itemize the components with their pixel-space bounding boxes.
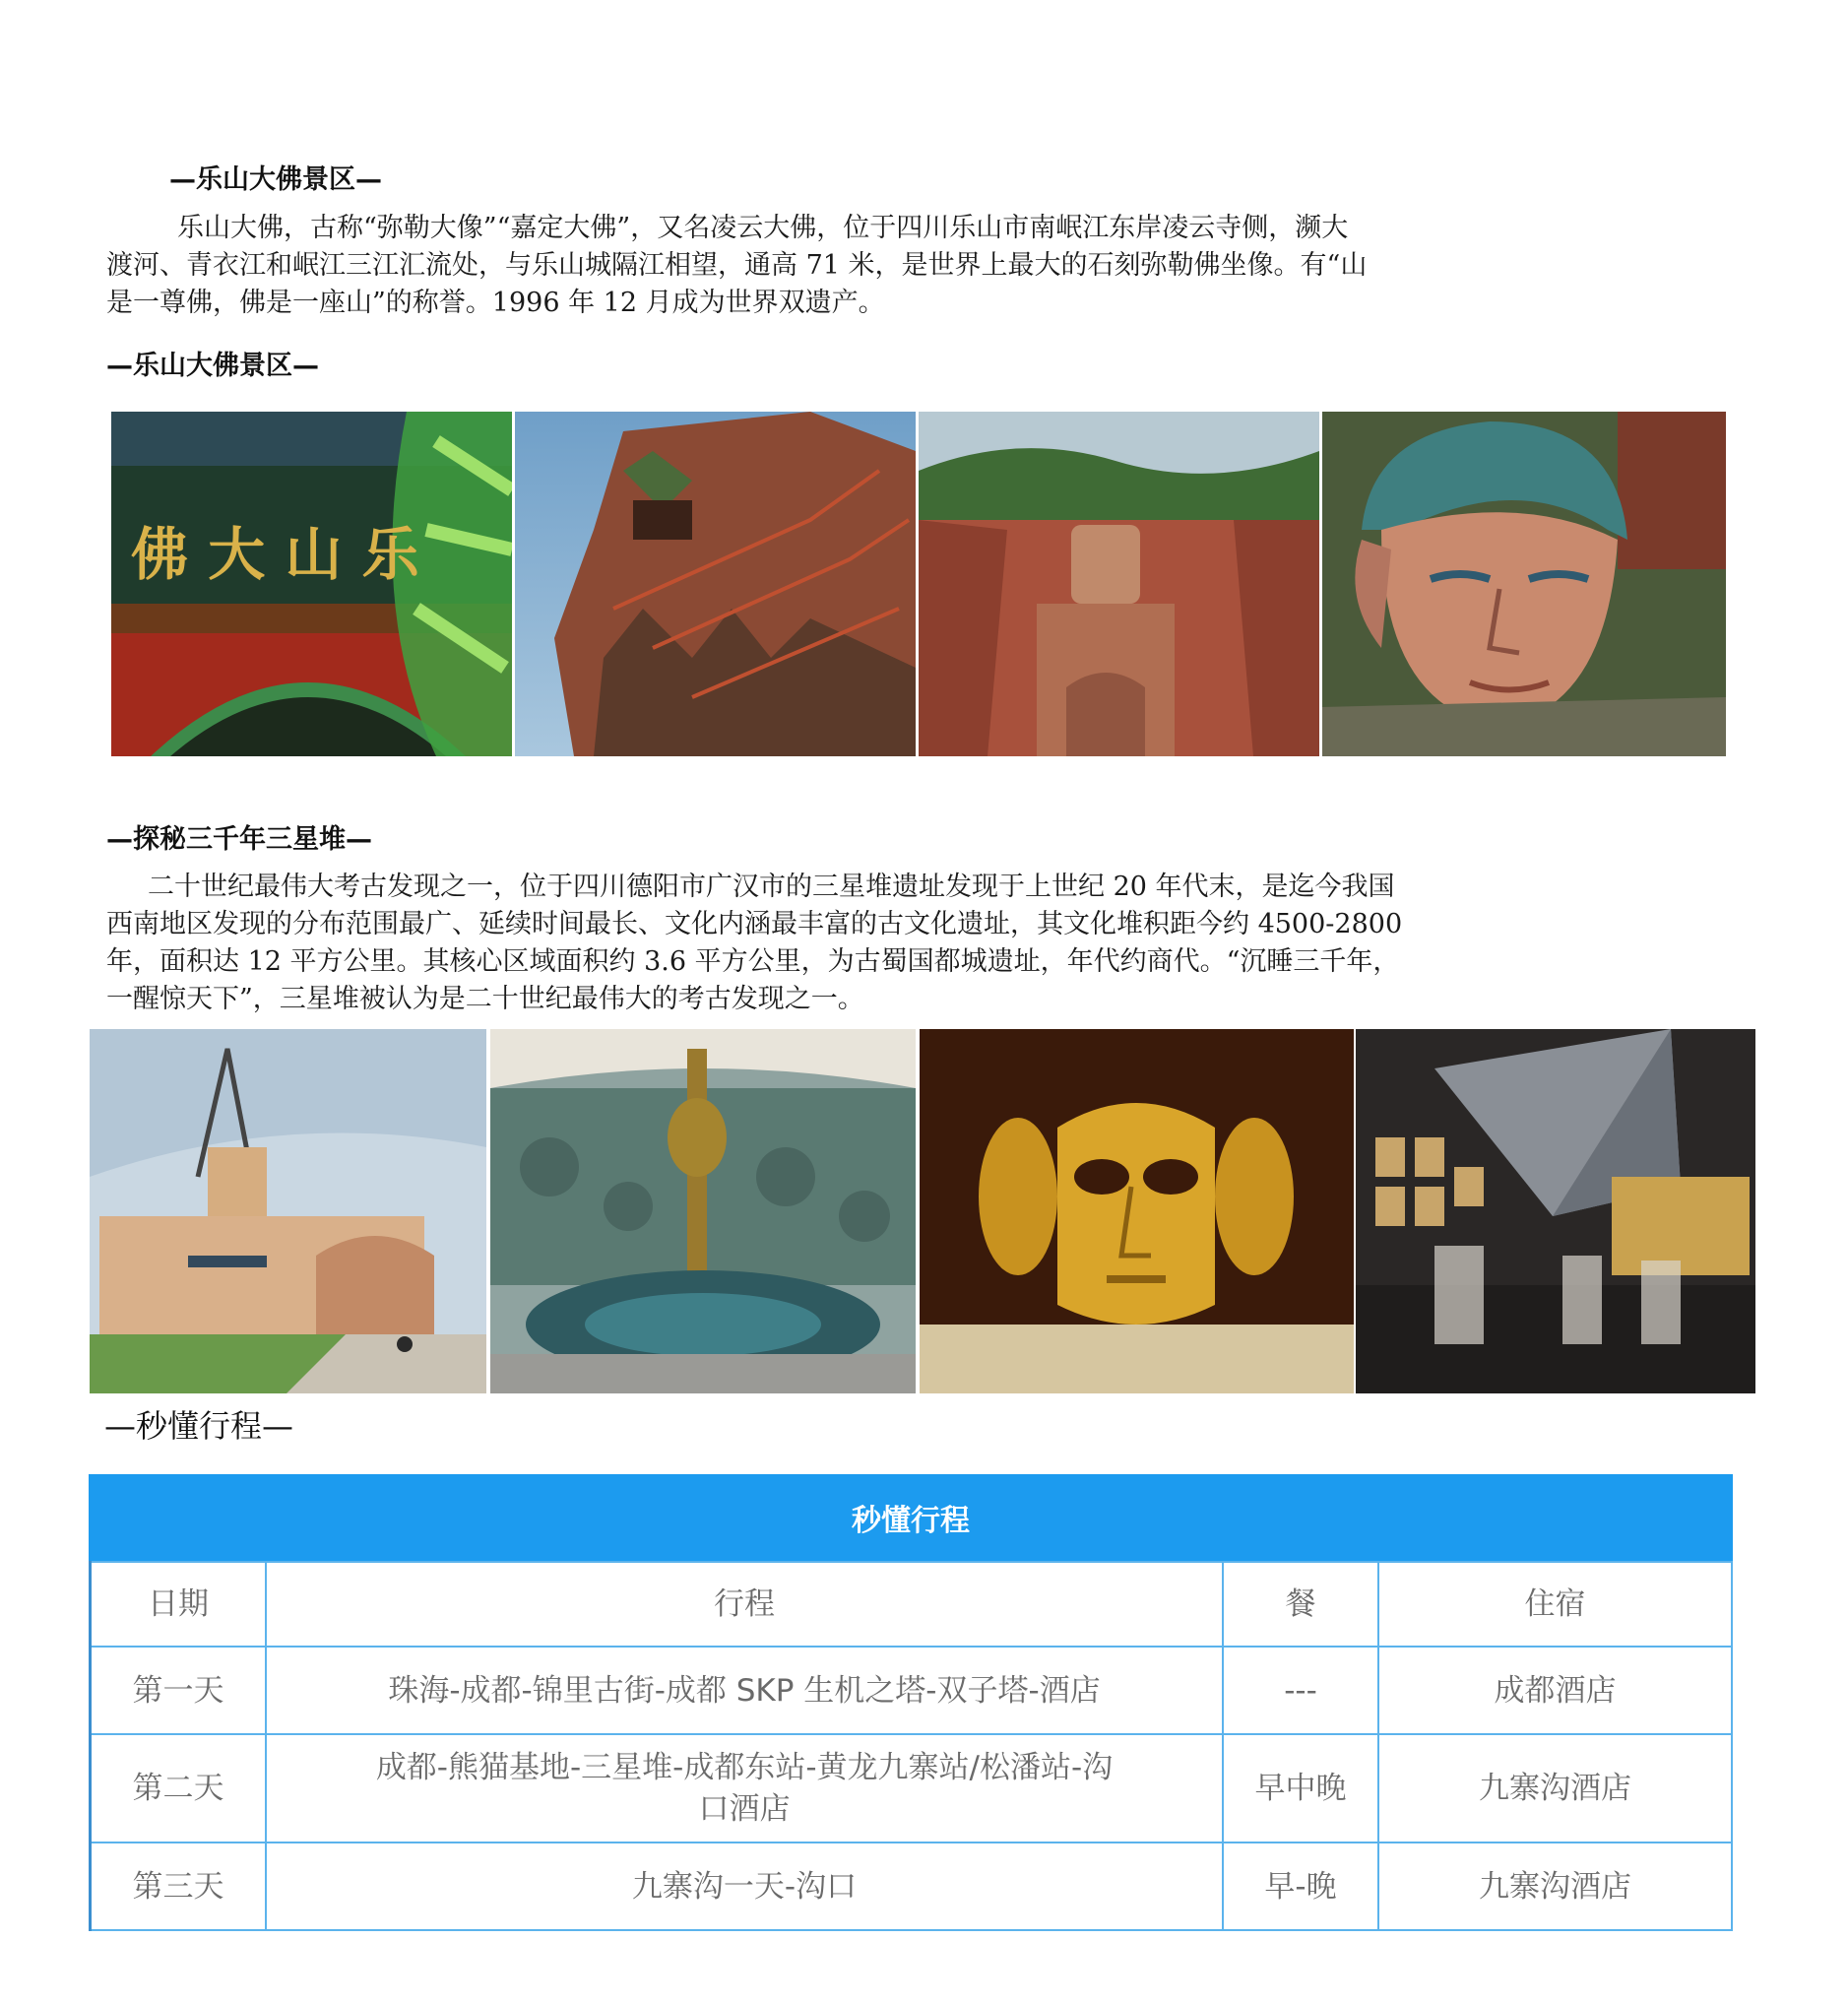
sanxingdui-paragraph-line: 一醒惊天下”，三星堆被认为是二十世纪最伟大的考古发现之一。 xyxy=(106,984,864,1014)
gate-sign-glyphs: 佛 大 山 乐 xyxy=(131,521,419,588)
leshan-paragraph-line: 乐山大佛，古称“弥勒大像”“嘉定大佛”，又名凌云大佛，位于四川乐山市南岷江东岸凌云寺侧，濒大 xyxy=(177,213,1349,243)
table-header-row xyxy=(91,1562,1733,1647)
column-header-meals: 餐 xyxy=(1223,1562,1378,1647)
itinerary-heading: —秒懂行程— xyxy=(104,1407,294,1445)
table-row xyxy=(91,1647,1733,1734)
day-cell: 第三天 xyxy=(91,1842,267,1930)
table-row xyxy=(91,1842,1733,1930)
sanxingdui-exhibition-hall-photo xyxy=(1356,1029,1755,1393)
day-cell: 第一天 xyxy=(91,1647,267,1734)
meals-cell: --- xyxy=(1223,1647,1378,1734)
column-header-hotel: 住宿 xyxy=(1378,1562,1732,1647)
sanxingdui-paragraph xyxy=(106,869,1743,1018)
sanxingdui-heading: —探秘三千年三星堆— xyxy=(106,824,372,855)
leshan-paragraph xyxy=(106,210,1743,322)
leshan-gate-sign-photo xyxy=(111,412,512,756)
sanxingdui-museum-building-photo xyxy=(90,1029,486,1393)
sanxingdui-paragraph-line: 西南地区发现的分布范围最广、延续时间最长、文化内涵最丰富的古文化遗址，其文化堆积距今约 4500-2800 xyxy=(106,909,1403,939)
leshan-giant-buddha-photo xyxy=(919,412,1319,756)
route-line: 成都-熊猫基地-三星堆-成都东站-黄龙九寨站/松潘站-沟 xyxy=(375,1750,1114,1785)
leshan-gallery-heading: —乐山大佛景区— xyxy=(106,351,319,381)
route-cell: 珠海-成都-锦里古街-成都 SKP 生机之塔-双子塔-酒店 xyxy=(266,1647,1223,1734)
sanxingdui-gold-mask-photo xyxy=(920,1029,1354,1393)
sanxingdui-paragraph-line: 二十世纪最伟大考古发现之一，位于四川德阳市广汉市的三星堆遗址发现于上世纪 20 年代末，是迄今我国 xyxy=(148,872,1395,902)
hotel-cell: 成都酒店 xyxy=(1378,1647,1732,1734)
column-header-date: 日期 xyxy=(91,1562,267,1647)
route-cell xyxy=(266,1734,1223,1842)
route-line: 口酒店 xyxy=(698,1791,791,1827)
table-row xyxy=(91,1734,1733,1842)
leshan-buddha-head-photo xyxy=(1322,412,1726,756)
day-cell: 第二天 xyxy=(91,1734,267,1842)
column-header-route: 行程 xyxy=(266,1562,1223,1647)
leshan-heading: —乐山大佛景区— xyxy=(169,164,382,195)
sanxingdui-bronze-statue-photo xyxy=(490,1029,916,1393)
leshan-paragraph-line: 是一尊佛，佛是一座山”的称誉。1996 年 12 月成为世界双遗产。 xyxy=(106,288,885,318)
itinerary-table xyxy=(89,1474,1733,1931)
hotel-cell: 九寨沟酒店 xyxy=(1378,1734,1732,1842)
meals-cell: 早中晚 xyxy=(1223,1734,1378,1842)
hotel-cell: 九寨沟酒店 xyxy=(1378,1842,1732,1930)
sanxingdui-paragraph-line: 年，面积达 12 平方公里。其核心区域面积约 3.6 平方公里，为古蜀国都城遗址，年代约商代。“沉睡三千年， xyxy=(106,946,1400,977)
leshan-paragraph-line: 渡河、青衣江和岷江三江汇流处，与乐山城隔江相望，通高 71 米，是世界上最大的石刻弥勒佛坐像。有“山 xyxy=(106,250,1368,281)
leshan-cliff-stairway-photo xyxy=(515,412,916,756)
itinerary-table-title: 秒懂行程 xyxy=(89,1474,1733,1561)
route-cell: 九寨沟一天-沟口 xyxy=(266,1842,1223,1930)
meals-cell: 早-晚 xyxy=(1223,1842,1378,1930)
